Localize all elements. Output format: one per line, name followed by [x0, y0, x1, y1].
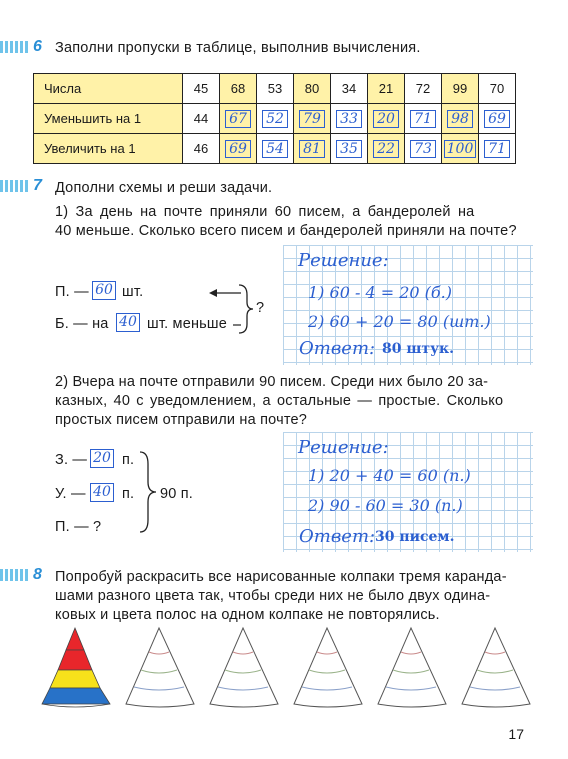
increase-cell: 46 — [183, 134, 220, 164]
row-label-increase: Увеличить на 1 — [34, 134, 183, 164]
number-cell: 45 — [183, 74, 220, 104]
table-row-increase — [34, 134, 516, 164]
p2-u-label: У. — — [55, 486, 86, 502]
table-row-numbers — [34, 74, 516, 104]
increase-cell — [294, 134, 331, 164]
task8-number: 8 — [33, 566, 42, 583]
task8-stripe — [0, 569, 30, 581]
problem1-text-line2: 40 меньше. Сколько всего писем и бандеролей приняли на почте? — [55, 223, 517, 239]
p2-z-value: 20 — [90, 449, 114, 468]
decrease-cell — [442, 104, 479, 134]
decrease-cell — [405, 104, 442, 134]
problem1-text-line1: 1) За день на почте приняли 60 писем, а бандеролей на — [55, 204, 475, 220]
p2-u-value: 40 — [90, 483, 114, 502]
task6-stripe — [0, 41, 30, 53]
p1-p-unit: шт. — [122, 284, 144, 300]
increase-cell — [331, 134, 368, 164]
table-row-decrease — [34, 104, 516, 134]
p2-z-unit: п. — [122, 452, 135, 468]
task6-table — [33, 73, 516, 164]
p1-b-label: Б. — на — [55, 316, 109, 332]
p1-b-unit: шт. меньше — [147, 316, 228, 332]
p2-solution-step1: 1) 20 + 40 = 60 (п.) — [308, 466, 471, 485]
p1-solution-title: Решение: — [298, 250, 389, 271]
task8-text-line3: ковых и цвета полос на одном колпаке не повторялись. — [55, 607, 440, 623]
task8-text-line2: шами разного цвета так, чтобы среди них не было двух одина- — [55, 588, 491, 604]
increase-answer[interactable]: 71 — [484, 140, 510, 158]
task6-number: 6 — [33, 38, 42, 55]
number-cell: 99 — [442, 74, 479, 104]
p1-answer-value: 80 штук. — [382, 341, 455, 357]
p1-solution-step2: 2) 60 + 20 = 80 (шт.) — [308, 312, 491, 331]
p2-solution-step2: 2) 90 - 60 = 30 (п.) — [308, 496, 463, 515]
decrease-answer[interactable]: 69 — [484, 110, 510, 128]
task7-number: 7 — [33, 177, 42, 194]
problem2-text-line2: казных, 40 с уведомлением, а остальные — простые. Сколько — [55, 393, 504, 409]
decrease-cell — [368, 104, 405, 134]
number-cell: 68 — [220, 74, 257, 104]
number-cell: 80 — [294, 74, 331, 104]
increase-cell — [405, 134, 442, 164]
p2-u-value-box[interactable] — [90, 483, 114, 502]
decrease-cell — [479, 104, 516, 134]
p2-total: 90 п. — [160, 486, 194, 502]
cap-blank[interactable] — [462, 628, 530, 707]
decrease-answer[interactable]: 67 — [225, 110, 251, 128]
task7-stripe — [0, 180, 30, 192]
page-number: 17 — [508, 726, 524, 742]
increase-answer[interactable]: 73 — [410, 140, 436, 158]
decrease-answer[interactable]: 79 — [299, 110, 325, 128]
increase-answer[interactable]: 54 — [262, 140, 288, 158]
increase-cell — [220, 134, 257, 164]
row-label-numbers: Числа — [34, 74, 183, 104]
number-cell: 34 — [331, 74, 368, 104]
increase-answer[interactable]: 22 — [373, 140, 399, 158]
number-cell: 21 — [368, 74, 405, 104]
increase-answer[interactable]: 81 — [299, 140, 325, 158]
cap-colored — [42, 628, 110, 707]
p2-answer-label: Ответ: — [299, 526, 376, 547]
row-label-decrease: Уменьшить на 1 — [34, 104, 183, 134]
decrease-cell — [257, 104, 294, 134]
decrease-answer[interactable]: 20 — [373, 110, 399, 128]
caps-illustration — [38, 626, 538, 708]
increase-cell — [368, 134, 405, 164]
cap-blank[interactable] — [294, 628, 362, 707]
decrease-answer[interactable]: 98 — [447, 110, 473, 128]
increase-cell — [479, 134, 516, 164]
decrease-cell: 44 — [183, 104, 220, 134]
increase-answer[interactable]: 69 — [225, 140, 251, 158]
p2-z-value-box[interactable] — [90, 449, 114, 468]
increase-answer[interactable]: 100 — [444, 140, 477, 158]
decrease-cell — [331, 104, 368, 134]
increase-cell — [442, 134, 479, 164]
p2-z-label: З. — — [55, 452, 88, 468]
p1-question: ? — [256, 300, 265, 316]
task8-text-line1: Попробуй раскрасить все нарисованные колпаки тремя каранда- — [55, 569, 507, 585]
p1-answer-label: Ответ: — [299, 338, 376, 359]
number-cell: 72 — [405, 74, 442, 104]
decrease-answer[interactable]: 33 — [336, 110, 362, 128]
increase-answer[interactable]: 35 — [336, 140, 362, 158]
problem2-text-line3: простых писем отправили на почте? — [55, 412, 308, 428]
decrease-cell — [220, 104, 257, 134]
number-cell: 53 — [257, 74, 294, 104]
task6-instruction: Заполни пропуски в таблице, выполнив вычисления. — [55, 40, 421, 56]
p1-b-value: 40 — [116, 313, 140, 332]
task7-instruction: Дополни схемы и реши задачи. — [55, 180, 273, 196]
p1-solution-step1: 1) 60 - 4 = 20 (б.) — [308, 283, 452, 302]
p1-p-label: П. — — [55, 284, 89, 300]
decrease-answer[interactable]: 52 — [262, 110, 288, 128]
decrease-answer[interactable]: 71 — [410, 110, 436, 128]
number-cell: 70 — [479, 74, 516, 104]
p2-p-label: П. — ? — [55, 519, 102, 535]
p2-u-unit: п. — [122, 486, 135, 502]
decrease-cell — [294, 104, 331, 134]
p2-answer-value: 30 писем. — [375, 529, 455, 545]
problem2-text-line1: 2) Вчера на почте отправили 90 писем. Среди них было 20 за- — [55, 374, 489, 390]
cap-blank[interactable] — [378, 628, 446, 707]
p1-p-value: 60 — [92, 281, 116, 300]
p1-b-value-box[interactable] — [116, 313, 140, 332]
p2-solution-title: Решение: — [298, 437, 389, 458]
cap-blank[interactable] — [210, 628, 278, 707]
p1-p-value-box[interactable] — [92, 281, 116, 300]
p2-scheme-brace — [136, 448, 160, 538]
increase-cell — [257, 134, 294, 164]
cap-blank[interactable] — [126, 628, 194, 707]
